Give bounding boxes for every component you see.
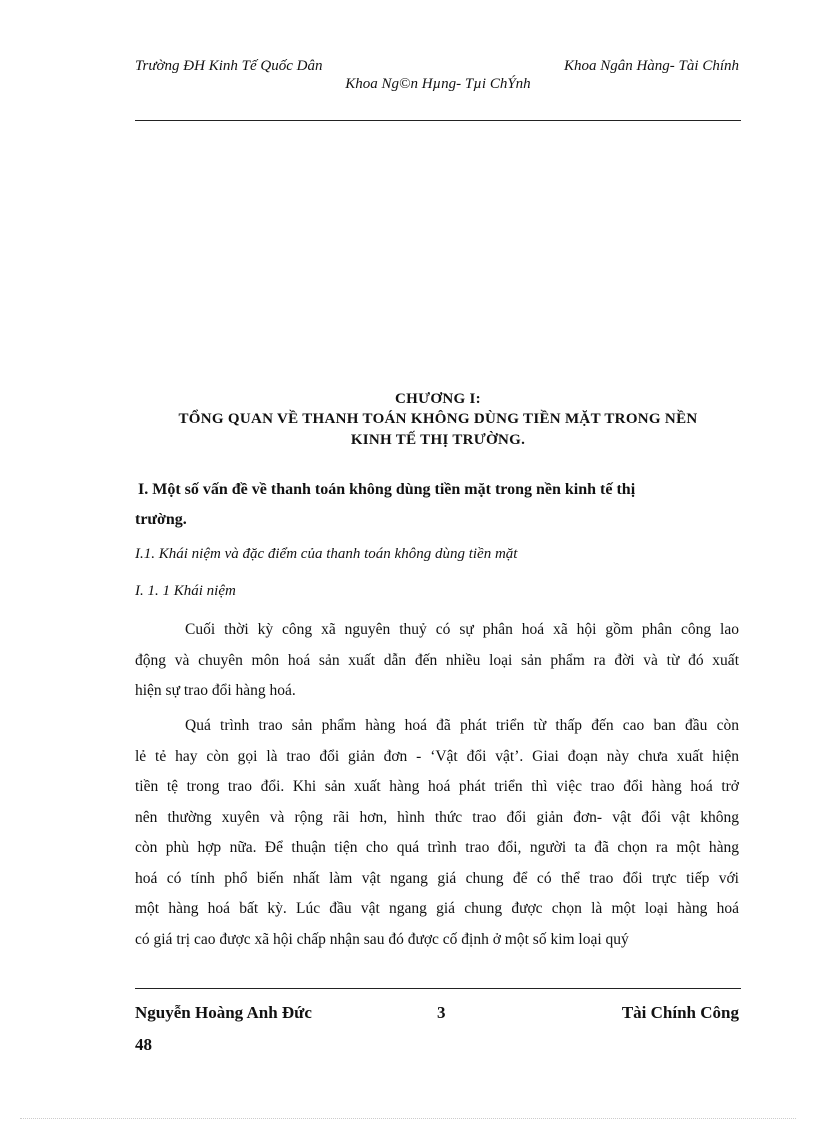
header-school: Trường ĐH Kinh Tế Quốc Dân: [135, 58, 323, 74]
paragraph-line: nên thường xuyên và rộng rãi hơn, hình thức trao đổi giản đơn- vật đổi vật không: [135, 808, 739, 826]
header-rule: [135, 120, 741, 121]
paragraph-line: có giá trị cao được xã hội chấp nhận sau đó được cố định ở một số kim loại quý: [135, 930, 629, 948]
footer-author: Nguyễn Hoàng Anh Đức: [135, 1003, 312, 1022]
subsubsection-heading: I. 1. 1 Khái niệm: [135, 583, 236, 599]
footer-class-name: Tài Chính Công: [621, 1003, 739, 1022]
paragraph-line: một hàng hoá bất kỳ. Lúc đầu vật ngang giá chung được chọn là một loại hàng hoá: [135, 900, 739, 917]
subsection-heading: I.1. Khái niệm và đặc điểm của thanh toán không dùng tiền mặt: [135, 546, 518, 562]
paragraph-line: hiện sự trao đổi hàng hoá.: [135, 682, 296, 699]
paragraph-line: lẻ tẻ hay còn gọi là trao đổi giản đơn - ‘Vật đổi vật’. Giai đoạn này chưa xuất hiện: [135, 747, 739, 765]
header-faculty-garbled: Khoa Ng©n Hµng- Tµi ChÝnh: [345, 76, 531, 92]
footer-rule: [135, 988, 741, 989]
section-heading-line1: I. Một số vấn đề về thanh toán không dùng tiền mặt trong nền kinh tế thị: [138, 481, 636, 498]
header-faculty: Khoa Ngân Hàng- Tài Chính: [563, 58, 739, 74]
chapter-title-line2: KINH TẾ THỊ TRƯỜNG.: [350, 432, 526, 448]
footer-page-number: 3: [437, 1003, 446, 1022]
paragraph-1: [135, 615, 739, 707]
chapter-title-line1: TỔNG QUAN VỀ THANH TOÁN KHÔNG DÙNG TIỀN MẶT TRONG NỀN: [178, 411, 698, 427]
paragraph-line: hoá có tính phổ biến nhất làm vật ngang giá chung để có thể trao đổi trực tiếp với: [135, 869, 739, 887]
page-bottom-dotted-border: [20, 1118, 796, 1119]
section-heading-line2: trường.: [135, 511, 187, 528]
paragraph-2: [135, 711, 739, 955]
paragraph-line: Cuối thời kỳ công xã nguyên thuỷ có sự phân hoá xã hội gồm phân công lao: [185, 621, 739, 638]
footer-class-number: 48: [135, 1035, 152, 1054]
chapter-label: CHƯƠNG I:: [395, 391, 481, 407]
paragraph-line: động và chuyên môn hoá sản xuất dẫn đến nhiều loại sản phẩm ra đời và từ đó xuất: [135, 651, 739, 669]
paragraph-line: còn phù hợp nữa. Để thuận tiện cho quá trình trao đổi, người ta đã chọn ra một hàng: [135, 839, 739, 856]
paragraph-line: tiền tệ trong trao đổi. Khi sản xuất hàng hoá phát triển thì việc trao đổi hàng hoá trở: [135, 778, 739, 795]
paragraph-line: Quá trình trao sản phẩm hàng hoá đã phát triển từ thấp đến cao ban đầu còn: [185, 717, 739, 734]
